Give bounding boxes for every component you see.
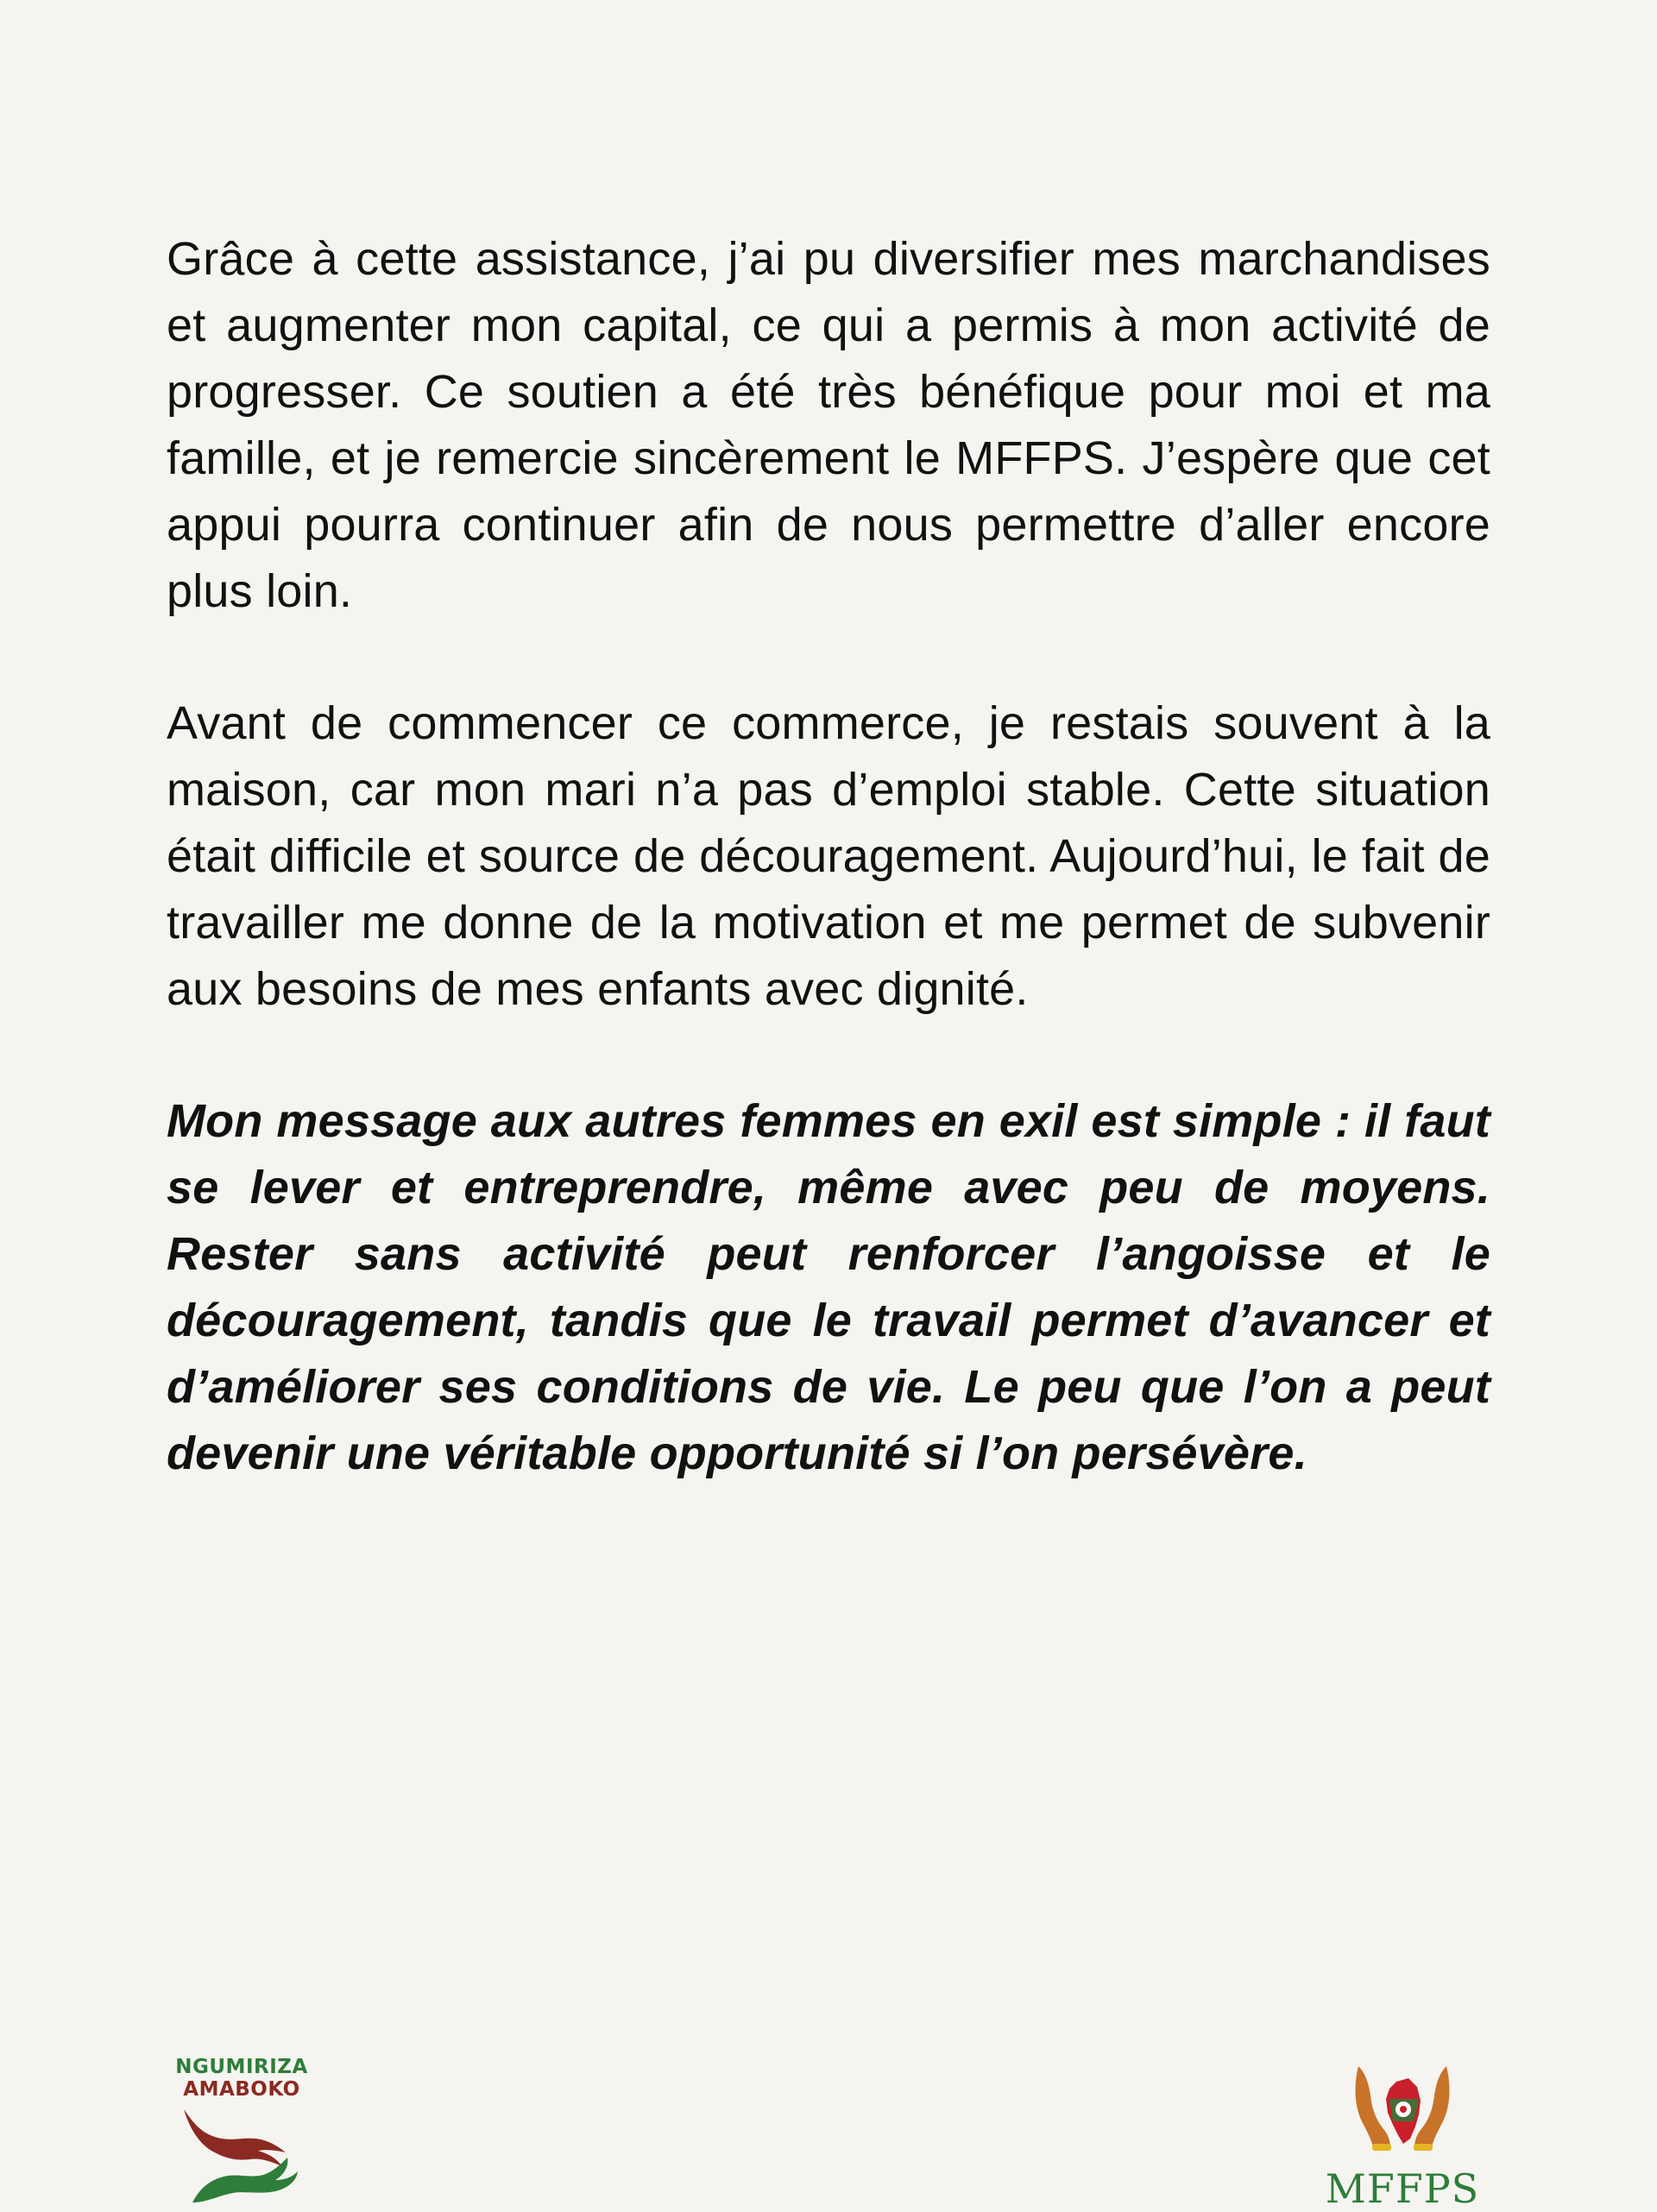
ngumiriza-amaboko-logo <box>168 2056 315 2209</box>
mffps-wordmark: MFFPS <box>1325 2165 1480 2212</box>
article-body <box>167 226 1490 1487</box>
hands-icon <box>180 2106 301 2209</box>
logo-line-1: NGUMIRIZA <box>175 2056 308 2078</box>
message-to-women: Mon message aux autres femmes en exil est simple : il faut se lever et entreprendre, même avec peu de moyens. Rester sans activité peut renforcer l’angoisse et le découragement, tandis que le travail permet d’avancer et d’améliorer ses conditions de vie. Le peu que l’on a peut devenir une véritable opportunité si l’on persévère. <box>167 1095 1490 1479</box>
paragraph-before-commerce: Avant de commencer ce commerce, je restais souvent à la maison, car mon mari n’a pas d’emploi stable. Cette situation était difficile et source de découragement. Aujourd’hui, le fait de travailler me donne de la motivation et me permet de subvenir aux besoins de mes enfants avec dignité. <box>167 697 1490 1015</box>
logo-line-2: AMABOKO <box>183 2078 300 2101</box>
mffps-logo <box>1320 2061 1484 2212</box>
map-hands-emblem-icon <box>1346 2061 1459 2165</box>
paragraph-assistance: Grâce à cette assistance, j’ai pu diversifier mes marchandises et augmenter mon capital, ce qui a permis à mon activité de progresser. Ce soutien a été très bénéfique pour moi et ma famille, et je remercie sincèrement le MFFPS. J’espère que cet appui pourra continuer afin de nous permettre d’aller encore plus loin. <box>167 233 1490 617</box>
